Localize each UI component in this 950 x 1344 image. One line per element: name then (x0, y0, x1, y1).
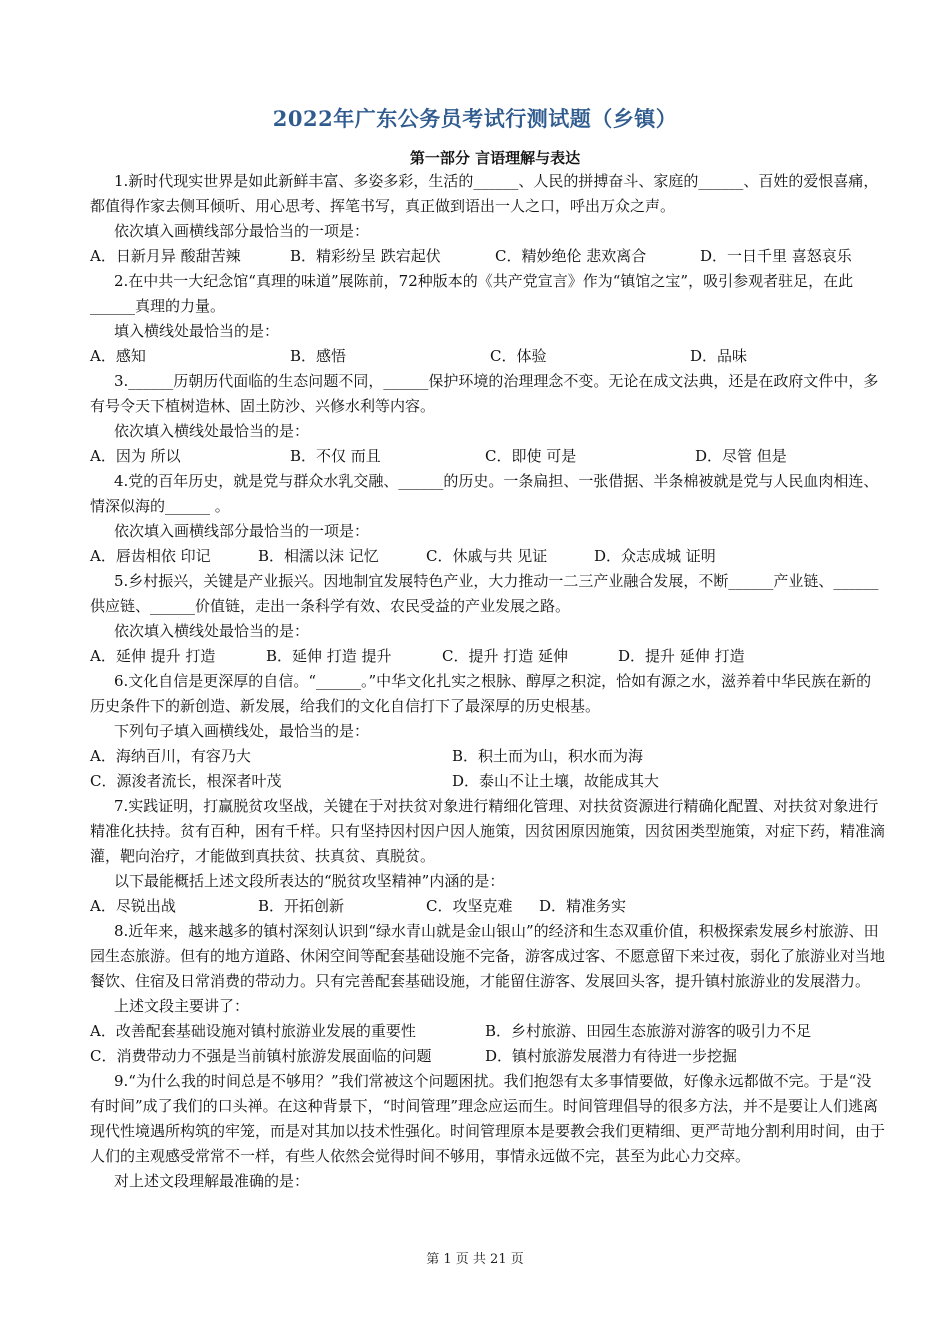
question-4-stem: 4.党的百年历史，就是党与群众水乳交融、______的历史。一条扁担、一张借据、半条棉被就是党与人民血肉相连、情深似海的______ 。 (90, 472, 879, 515)
option-a: A．感知 (90, 347, 146, 365)
option-a: A．尽锐出战 (90, 897, 176, 915)
option-d: D．镇村旅游发展潜力有待进一步挖掘 (485, 1047, 738, 1065)
question-2-prompt: 填入横线处最恰当的是： (114, 322, 280, 340)
option-b: B．精彩纷呈 跌宕起伏 (290, 247, 441, 265)
question-3-options (90, 444, 885, 469)
option-d: D．提升 延伸 打造 (618, 647, 745, 665)
document-body (90, 169, 885, 1194)
question-5-prompt: 依次填入横线处最恰当的是： (114, 622, 310, 640)
option-d: D．一日千里 喜怒哀乐 (700, 247, 852, 265)
question-7-options (90, 894, 885, 919)
section-heading: 第一部分 言语理解与表达 (409, 149, 581, 167)
question-5-stem: 5.乡村振兴，关键是产业振兴。因地制宜发展特色产业，大力推动一二三产业融合发展，不断______产业链、______供应链、______价值链，走出一条科学有效、农民受益的产业发展之路。 (90, 572, 879, 615)
question-8-options-row-1 (90, 1019, 885, 1044)
option-d: D．尽管 但是 (695, 447, 787, 465)
option-a: A．唇齿相依 印记 (90, 547, 211, 565)
question-6-options-row-1 (90, 744, 885, 769)
question-8-stem: 8.近年来，越来越多的镇村深刻认识到“绿水青山就是金山银山”的经济和生态双重价值，积极探索发展乡村旅游、田园生态旅游。但有的地方道路、休闲空间等配套基础设施不完备，游客成过客、不愿意留下来过夜，弱化了旅游业对当地餐饮、住宿及日常消费的带动力。只有完善配套基础设施，才能留住游客、发展回头客，提升镇村旅游业的发展潜力。 (90, 922, 886, 990)
option-c: C．源浚者流长，根深者叶茂 (90, 772, 282, 790)
option-d: D．精准务实 (539, 897, 627, 915)
question-5-options (90, 644, 885, 669)
option-c: C．精妙绝伦 悲欢离合 (495, 247, 647, 265)
option-c: C．攻坚克难 (426, 897, 513, 915)
option-a: A．改善配套基础设施对镇村旅游业发展的重要性 (90, 1022, 416, 1040)
question-3-stem: 3.______历朝历代面临的生态问题不同，______保护环境的治理理念不变。无论在成文法典，还是在政府文件中，多有号令天下植树造林、固土防沙、兴修水利等内容。 (90, 372, 879, 415)
option-a: A．日新月异 酸甜苦辣 (90, 247, 241, 265)
question-1-options (90, 244, 885, 269)
option-b: B．不仅 而且 (290, 447, 381, 465)
option-a: A．延伸 提升 打造 (90, 647, 216, 665)
option-c: C．消费带动力不强是当前镇村旅游发展面临的问题 (90, 1047, 432, 1065)
page-footer: 第 1 页 共 21 页 (426, 1252, 524, 1267)
option-c: C．提升 打造 延伸 (442, 647, 569, 665)
question-6-stem: 6.文化自信是更深厚的自信。“______。”中华文化扎实之根脉、醇厚之积淀，恰如有源之水，滋养着中华民族在新的历史条件下的新创造、新发展，给我们的文化自信打下了最深厚的历史根基。 (90, 672, 872, 715)
option-c: C．即使 可是 (485, 447, 577, 465)
question-9-stem: 9.“为什么我的时间总是不够用？”我们常被这个问题困扰。我们抱怨有太多事情要做，好像永远都做不完。于是“没有时间”成了我们的口头禅。在这种背景下，“时间管理”理念应运而生。时间管理倡导的很多方法，并不是要让人们逃离现代性境遇所构筑的牢笼，而是对其加以技术性强化。时间管理原本是要教会我们更精细、更严苛地分割利用时间，由于人们的主观感受常常不一样，有些人依然会觉得时间不够用，事情永远做不完，甚至为此心力交瘁。 (90, 1072, 886, 1165)
question-3-prompt: 依次填入横线处最恰当的是： (114, 422, 310, 440)
question-1-prompt: 依次填入画横线部分最恰当的一项是： (114, 222, 370, 240)
question-7-prompt: 以下最能概括上述文段所表达的“脱贫攻坚精神”内涵的是： (114, 872, 505, 890)
option-d: D．泰山不让土壤，故能成其大 (452, 772, 660, 790)
option-b: B．延伸 打造 提升 (266, 647, 392, 665)
question-1-stem: 1.新时代现实世界是如此新鲜丰富、多姿多彩，生活的______、人民的拼搏奋斗、家庭的______、百姓的爱恨喜痛，都值得作家去侧耳倾听、用心思考、挥笔书写，真正做到语出一人之口，呼出万众之声。 (90, 172, 879, 215)
question-9-prompt: 对上述文段理解最准确的是： (114, 1172, 310, 1190)
question-4-prompt: 依次填入画横线部分最恰当的一项是： (114, 522, 370, 540)
question-4-options (90, 544, 885, 569)
option-a: A．海纳百川，有容乃大 (90, 747, 251, 765)
option-b: B．开拓创新 (258, 897, 345, 915)
option-b: B．积土而为山，积水而为海 (452, 747, 644, 765)
question-6-prompt: 下列句子填入画横线处，最恰当的是： (114, 722, 370, 740)
question-2-stem: 2.在中共一大纪念馆“真理的味道”展陈前，72种版本的《共产党宣言》作为“镇馆之宝”，吸引参观者驻足，在此 ______真理的力量。 (90, 272, 854, 315)
option-c: C．休戚与共 见证 (426, 547, 548, 565)
option-b: B．感悟 (290, 347, 347, 365)
option-d: D．众志成城 证明 (594, 547, 716, 565)
question-2-options (90, 344, 885, 369)
question-8-options-row-2 (90, 1044, 885, 1069)
option-b: B．相濡以沫 记忆 (258, 547, 379, 565)
document-title: 2022年广东公务员考试行测试题（乡镇） (272, 106, 678, 131)
question-6-options-row-2 (90, 769, 885, 794)
option-b: B．乡村旅游、田园生态旅游对游客的吸引力不足 (485, 1022, 812, 1040)
question-7-stem: 7.实践证明，打赢脱贫攻坚战，关键在于对扶贫对象进行精细化管理、对扶贫资源进行精确化配置、对扶贫对象进行精准化扶持。贫有百种，困有千样。只有坚持因村因户因人施策，因贫困原因施策，因贫困类型施策，对症下药，精准滴灌，靶向治疗，才能做到真扶贫、扶真贫、真脱贫。 (90, 797, 886, 865)
option-d: D．品味 (690, 347, 748, 365)
option-a: A．因为 所以 (90, 447, 181, 465)
option-c: C．体验 (490, 347, 547, 365)
question-8-prompt: 上述文段主要讲了： (114, 997, 250, 1015)
